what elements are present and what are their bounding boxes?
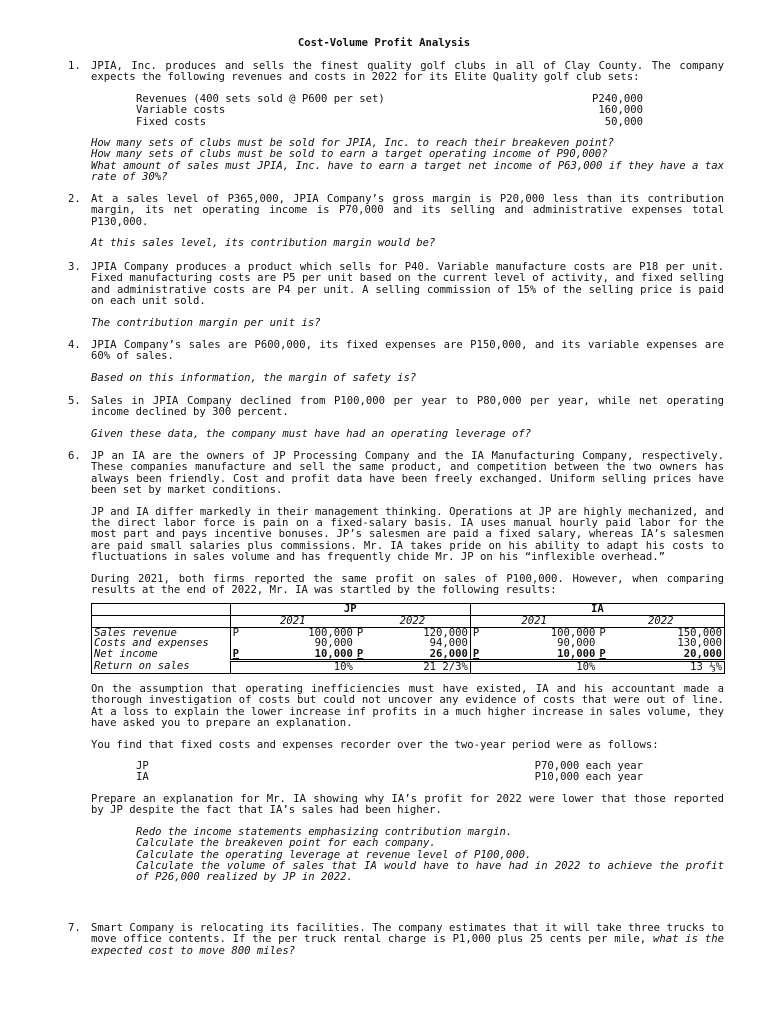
company-jp-header: JP (230, 604, 470, 616)
question-7-text: Smart Company is relocating its facilities. The company estimates that it will take three trucks to move office contents. If the per truck rental charge is P1,000 plus 25 cents per mile, what is the expected cost to move 800 miles? (91, 922, 724, 957)
question-6-paragraph-1: JP an IA are the owners of JP Processing Company and the IA Manufacturing Company, respectively. These companies manufacture and sell the same product, and competition between the two owners has always been friendly. Cost and profit data have been freely exchanged. Uniform selling prices have been set by market conditions. (91, 450, 724, 497)
question-6-paragraph-2: JP and IA differ markedly in their management thinking. Operations at JP are highly mechanized, and the direct labor force is pain on a fixed-salary basis. IA uses manual hourly paid labor for the most part and pays incentive bonuses. JP’s salesmen are paid a fixed salary, whereas IA’s salesmen are paid small salaries plus commissions. Mr. IA takes pride on his ability to adapt his costs to fluctuations in sales volume and has frequently chide Mr. JP on his “inflexible overhead.” (91, 505, 724, 564)
year-header: 2021 (470, 616, 597, 628)
question-number: 3. (68, 261, 81, 273)
question-1 (68, 61, 724, 184)
question-number: 5. (68, 395, 81, 407)
q1-questions (91, 138, 724, 184)
question-6-paragraph-4: On the assumption that operating inefficiencies must have existed, IA and his accountant made a thorough investigation of costs but could not uncover any evidence of costs that were out of line. At a loss to explain the lower increase inf profits in a much higher increase in sales volume, they have asked you to prepare an explanation. (91, 683, 724, 730)
table-row: Sales revenue P 100,000 P 120,000 P 100,000 P 150,000 (92, 627, 725, 638)
list-item: IA P10,000 each year (136, 771, 643, 784)
question-3-prompt: The contribution margin per unit is? (91, 316, 321, 329)
table-header-company (92, 604, 725, 616)
q1-row-fixed-costs: Fixed costs 50,000 (136, 115, 643, 128)
company-ia-header: IA (470, 604, 724, 616)
question-6 (68, 451, 724, 884)
question-1-intro: JPIA, Inc. produces and sells the finest quality golf clubs in all of Clay County. The company expects the following revenues and costs in 2022 for its Elite Quality golf club sets: (91, 60, 724, 84)
task-item: Redo the income statements emphasizing contribution margin. (136, 825, 513, 838)
question-4 (68, 340, 724, 384)
q1-figures (136, 94, 643, 128)
page-title: Cost-Volume Profit Analysis (297, 37, 471, 49)
question-6-paragraph-5: You find that fixed costs and expenses recorder over the two-year period were as follows: (91, 738, 659, 751)
question-number: 4. (68, 339, 81, 351)
question-5 (68, 396, 724, 440)
q1-row-variable-costs: Variable costs 160,000 (136, 104, 643, 117)
q6-tasks (136, 827, 724, 884)
results-table (91, 603, 725, 674)
question-number: 6. (68, 450, 81, 462)
table-row: Net income P 10,000 P 26,000 P 10,000 P 20,000 (92, 649, 725, 661)
task-item: Calculate the breakeven point for each company. (136, 837, 436, 850)
question-5-text: Sales in JPIA Company declined from P100,000 per year to P80,000 per year, while net operating income declined by 300 percent. (91, 395, 724, 419)
fixed-costs-list (136, 761, 643, 784)
list-item: JP P70,000 each year (136, 760, 643, 773)
table-header-years (92, 616, 725, 628)
question-3 (68, 262, 724, 329)
q1-question-c: What amount of sales must JPIA, Inc. have to earn a target net income of P63,000 if they have a tax rate of 30%? (91, 159, 724, 184)
question-number: 1. (68, 60, 81, 72)
question-6-paragraph-6: Prepare an explanation for Mr. IA showing why IA’s profit for 2022 were lower that those reported by JP despite the fact that IA’s sales had been higher. (91, 792, 724, 817)
question-number: 7. (68, 922, 81, 934)
year-header: 2021 (230, 616, 355, 628)
table-row: Costs and expenses 90,000 94,000 90,000 130,000 (92, 638, 725, 649)
q1-question-a: How many sets of clubs must be sold for JPIA, Inc. to reach their breakeven point? (91, 137, 614, 150)
question-number: 2. (68, 193, 81, 205)
q1-row-revenues: Revenues (400 sets sold @ P600 per set) P240,000 (136, 92, 643, 105)
question-5-prompt: Given these data, the company must have had an operating leverage of? (91, 427, 532, 440)
question-4-text: JPIA Company’s sales are P600,000, its fixed expenses are P150,000, and its variable expenses are 60% of sales. (91, 339, 724, 363)
question-4-prompt: Based on this information, the margin of safety is? (91, 371, 417, 384)
question-7-prompt: what is the expected cost to move 800 miles? (91, 933, 724, 957)
task-item: Calculate the volume of sales that IA would have to have had in 2022 to achieve the profit of P26,000 realized by JP in 2022. (136, 859, 724, 884)
question-6-paragraph-3: During 2021, both firms reported the same profit on sales of P100,000. However, when comparing results at the end of 2022, Mr. IA was startled by the following results: (91, 572, 724, 597)
question-7 (68, 923, 724, 957)
year-header: 2022 (355, 616, 471, 628)
question-3-text: JPIA Company produces a product which sells for P40. Variable manufacture costs are P18 per unit. Fixed manufacturing costs are P5 per unit based on the current level of activity, and fixed selling and administrative costs are P4 per unit. A selling commission of 15% of the selling price is paid on each unit sold. (91, 261, 724, 308)
question-2 (68, 194, 724, 250)
question-2-prompt: At this sales level, its contribution margin would be? (91, 237, 436, 250)
table-row: Return on sales 10% 21 2/3% 10% 13 ⅓% (92, 661, 725, 674)
year-header: 2022 (597, 616, 724, 628)
q1-question-b: How many sets of clubs must be sold to earn a target operating income of P90,000? (91, 148, 608, 161)
task-item: Calculate the operating leverage at revenue level of P100,000. (136, 848, 532, 861)
question-2-text: At a sales level of P365,000, JPIA Company’s gross margin is P20,000 less than its contribution margin, its net operating income is P70,000 and its selling and administrative expenses total P130,000. (91, 193, 724, 228)
